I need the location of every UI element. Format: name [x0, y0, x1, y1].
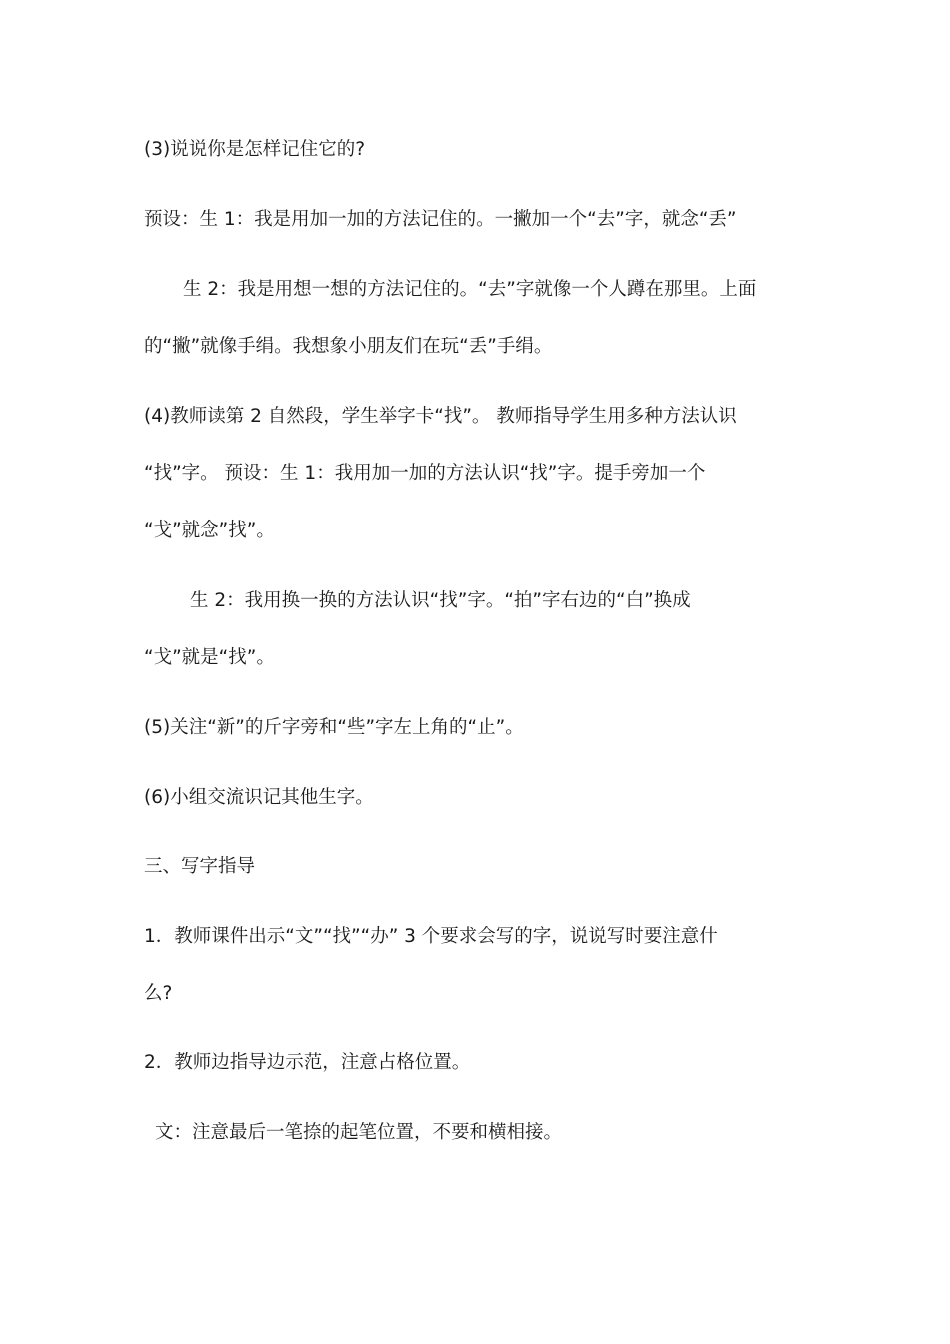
paragraph-line-9: “戈”就是“找”。 [144, 647, 275, 668]
paragraph-line-2: 预设：生 1：我是用加一加的方法记住的。一撇加一个“去”字，就念“丢” [144, 209, 737, 230]
paragraph-line-5: (4)教师读第 2 自然段，学生举字卡“找”。 教师指导学生用多种方法认识 [144, 406, 737, 427]
paragraph-line-4: 的“撇”就像手绢。我想象小朋友们在玩“丢”手绢。 [144, 336, 553, 357]
paragraph-line-14: 么? [144, 983, 173, 1004]
section-heading: 三、写字指导 [144, 856, 256, 877]
paragraph-line-6: “找”字。 预设：生 1：我用加一加的方法认识“找”字。提手旁加一个 [144, 463, 706, 484]
paragraph-line-3: 生 2：我是用想一想的方法记住的。“去”字就像一个人蹲在那里。上面 [183, 279, 757, 300]
paragraph-line-7: “戈”就念”找”。 [144, 520, 275, 541]
paragraph-line-15: 2．教师边指导边示范，注意占格位置。 [144, 1052, 471, 1073]
paragraph-line-13: 1．教师课件出示“文”“找”“办” 3 个要求会写的字，说说写时要注意什 [144, 926, 718, 947]
paragraph-line-1: (3)说说你是怎样记住它的? [144, 139, 366, 160]
paragraph-line-11: (6)小组交流识记其他生字。 [144, 787, 374, 808]
paragraph-line-16: 文：注意最后一笔捺的起笔位置，不要和横相接。 [155, 1122, 563, 1143]
paragraph-line-8: 生 2：我用换一换的方法认识“找”字。“拍”字右边的“白”换成 [190, 590, 691, 611]
paragraph-line-10: (5)关注“新”的斤字旁和“些”字左上角的“止”。 [144, 717, 524, 738]
